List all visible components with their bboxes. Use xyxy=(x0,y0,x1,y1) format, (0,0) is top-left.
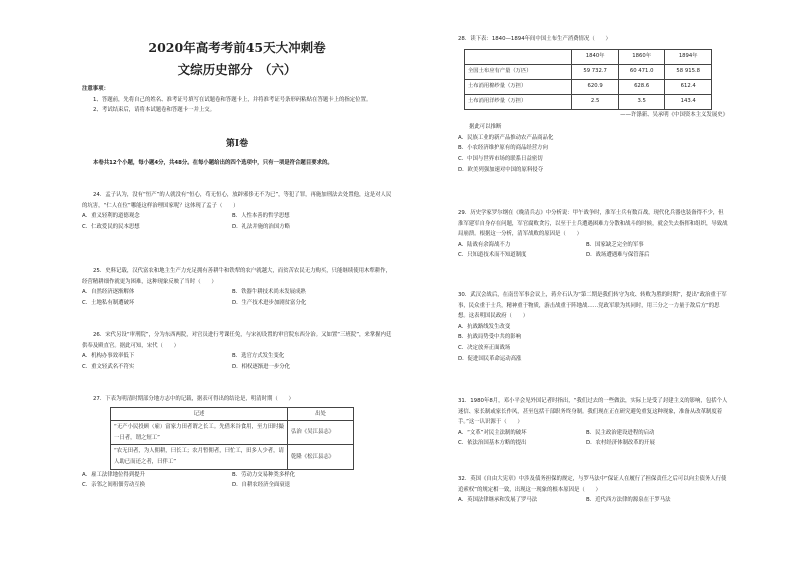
table-cell: 60 471.0 xyxy=(618,64,665,79)
table-cell-source: 弘治《吴江县志》 xyxy=(288,421,354,445)
table-row xyxy=(465,79,712,94)
question-32 xyxy=(458,474,728,506)
table-header-source: 出处 xyxy=(288,407,354,421)
question-stem: 27．下表为明清时期部分地方志中的记载，据表可得出的结论是，明清时期（ ） xyxy=(93,396,294,402)
option-c[interactable]: C．亲邻之间租佃劳动互换 xyxy=(82,482,146,489)
table-header xyxy=(465,49,572,64)
option-b[interactable]: B．近代西方法律的源泉在于罗马法 xyxy=(586,497,671,504)
question-28 xyxy=(458,34,728,175)
table-cell: 3.5 xyxy=(618,94,665,109)
table-cell: 土布消用棉纱量（万担） xyxy=(465,79,572,94)
notes-heading: 注意事项： xyxy=(82,86,109,92)
table-row xyxy=(111,421,354,445)
option-c[interactable]: C．只知道技术而不知道制度 xyxy=(458,252,527,259)
option-b[interactable]: B．抗战局势受中共的影响 xyxy=(458,334,521,341)
option-a[interactable]: A．自然经济逐渐解体 xyxy=(82,289,135,296)
option-c[interactable]: C．依法治国基本方略的提出 xyxy=(458,440,527,447)
table-row xyxy=(465,64,712,79)
option-c[interactable]: C．土地私有制遭破坏 xyxy=(82,299,135,306)
option-a[interactable]: A．“文革”对民主法制的破坏 xyxy=(458,429,527,436)
question-27 xyxy=(82,394,392,491)
table-cell: 2.5 xyxy=(572,94,619,109)
question-stem: 30．武汉会战后，在南岳军事会议上，蒋介石认为“第二期是我们转守为攻、转败为胜的时期”，提出“政治重于军事，民众重于士兵，精神重于物质，游击战重于阵地战……党政军联为其同时，用三分之一力量于敌后方”的思想。这表明国民政府（ ） xyxy=(458,292,727,320)
table-source: ——许涤新、吴承明《中国资本主义发展史》 xyxy=(620,111,728,118)
option-a[interactable]: A．抗战路线发生改变 xyxy=(458,323,511,330)
question-29 xyxy=(458,208,728,261)
option-d[interactable]: D．礼法并施的治国方略 xyxy=(232,223,291,230)
table-row xyxy=(465,94,712,109)
option-b[interactable]: B．选官方式发生变化 xyxy=(232,353,285,360)
option-d[interactable]: D．促进国民革命运动高涨 xyxy=(458,355,522,362)
question-stem: 31．1980年8月，邓小平会见外国记者时指出，“我们过去的一些做法，实际上是受了封建主义的影响，包括个人迷信、家长制或家长作风，甚至包括干部职务终身制。我们现在正在研究避免重复这种现象，准备从改革制度着手。”这一认识源于（ ） xyxy=(458,398,728,426)
notes-item-2: 2、考试结束后，请将本试题卷和答题卡一并上交。 xyxy=(93,107,216,114)
option-b[interactable]: B．劳动力交易种类多样化 xyxy=(232,471,295,478)
option-a[interactable]: A．雇工法律地位得到提升 xyxy=(82,471,145,478)
option-d[interactable]: D．战场遭遇难与保管落后 xyxy=(586,252,650,259)
table-header: 1860年 xyxy=(618,49,665,64)
option-b[interactable]: B．小农经济维护原有的商品经营方向 xyxy=(458,145,548,152)
question-stem: 24．孟子认为，没有“恒产”的人就没有“恒心，苟无恒心，放辟邪侈无不为已”，等犯了罪，再施加刑法去处置他，这是对人民的坑害，“仁人在位”哪能这样治理国家呢？这体现了孟子（ ） xyxy=(82,192,392,209)
option-d[interactable]: D．农村经济体制改革的开展 xyxy=(586,440,655,447)
question-stem: 25．史料记载，汉代富农和地主生产力充足拥有善耕牛和铁犁的农户就越大，而贫苦农民无力购买，只能继续使用木犁耕作，经营精耕细作就更为困难，这种现象反映了当时（ ） xyxy=(82,268,391,285)
option-c[interactable]: C．决定放弃正面战场 xyxy=(458,344,511,351)
table-cell-source: 乾隆《松江县志》 xyxy=(288,445,354,469)
option-a[interactable]: A．民族工业的新产品推动农产品商品化 xyxy=(458,134,554,141)
exam-subtitle: 文综历史部分 （六） xyxy=(177,62,297,77)
q27-table xyxy=(110,407,354,470)
option-d[interactable]: D．相权逐渐进一步分化 xyxy=(232,363,291,370)
table-header: 1894年 xyxy=(665,49,712,64)
table-header-record: 记述 xyxy=(111,407,288,421)
option-d[interactable]: D．生产技术进步加剧贫富分化 xyxy=(232,299,307,306)
option-a[interactable]: A．重义轻利的道德观念 xyxy=(82,213,140,220)
table-cell: 59 732.7 xyxy=(572,64,619,79)
option-b[interactable]: B．国家缺乏完全的军事 xyxy=(586,241,644,248)
option-c[interactable]: C．仁政爱民的民本思想 xyxy=(82,223,140,230)
option-d[interactable]: D．欧美列强加速对中国的原料侵夺 xyxy=(458,166,544,173)
option-b[interactable]: B．人性本善的哲学思想 xyxy=(232,213,290,220)
question-stem: 26．宋代另设“审刑院”，分为东西两院，对官员进行考课任免，与宋初设置的审官院东西分治。又如置“三班院”，来掌握内廷供奉及殿直官。据此可知，宋代（ ） xyxy=(82,332,392,349)
question-30 xyxy=(458,290,728,364)
question-stem: 29．历史学家罗尔纲在《晚清兵志》中分析说：甲午战争时，淮军士兵有数百战，现代化兵器也装备得不少，但淮军建军自身存在问题，军官腐败贪污，以至于士兵遭遇困难力分散和战斗的时候，就会失去指挥和组织，导致战局崩溃。根据这一分析，清军战败的原因是（ ） xyxy=(458,210,728,238)
table-cell: 620.9 xyxy=(572,79,619,94)
table-cell: 全国土布应有产量（万匹） xyxy=(465,64,572,79)
option-b[interactable]: B．铁器牛耕技术尚未发展成熟 xyxy=(232,289,306,296)
table-cell: 土布消用洋纱量（万担） xyxy=(465,94,572,109)
question-stem: 28．读下表：1840—1894年间中国土布生产消费情况（ ） xyxy=(458,36,611,42)
option-c[interactable]: C．中国与世界市场的联系日益密切 xyxy=(458,155,543,162)
table-row xyxy=(111,445,354,469)
table-cell: 628.6 xyxy=(618,79,665,94)
question-24 xyxy=(82,190,392,232)
section-intro: 本卷共12个小题，每小题4分，共48分。在每小题给出的四个选项中，只有一项是符合题目要求的。 xyxy=(93,160,333,166)
table-cell-record: “无产小民投顾（雇）富家力田者谓之长工。先借米谷食用，至力田时撮一日者，谓之短工” xyxy=(111,421,288,445)
table-cell: 143.4 xyxy=(665,94,712,109)
question-26 xyxy=(82,330,392,372)
question-lead: 据此可以推断 xyxy=(469,124,502,131)
option-a[interactable]: A．机构办事效率低下 xyxy=(82,353,135,360)
table-cell: 612.4 xyxy=(665,79,712,94)
option-a[interactable]: A．陆战有余海战不力 xyxy=(458,241,511,248)
q28-table xyxy=(464,49,712,110)
notes-section xyxy=(82,84,392,116)
option-c[interactable]: C．重文轻武名不符实 xyxy=(82,363,135,370)
table-cell: 58 915.8 xyxy=(665,64,712,79)
table-cell-record: “农无田者，为人佣耕，曰长工；农月暂佣者，曰忙工，田多人少者，请人助已而还之者，曰伴工” xyxy=(111,445,288,469)
table-header: 1840年 xyxy=(572,49,619,64)
exam-title: 2020年高考考前45天大冲刺卷 xyxy=(148,40,326,55)
option-d[interactable]: D．自耕农经济全面衰退 xyxy=(232,482,291,489)
notes-item-1: 1、答题前，先将自己的姓名、准考证号填写在试题卷和答题卡上，并将准考证号条形码粘贴在答题卡上的指定位置。 xyxy=(93,96,372,103)
section-title: 第Ⅰ卷 xyxy=(225,139,249,149)
question-stem: 32．英国《自由大宪章》中涉及债务担保的规定，与罗马法中“保证人在履行了担保责任之后可以向主债务人行使追索权”的规定相一致，出现这一现象的根本原因是（ ） xyxy=(458,476,727,493)
question-25 xyxy=(82,266,392,308)
option-b[interactable]: B．民主政治建设进程的启动 xyxy=(586,429,655,436)
option-a[interactable]: A．英国法律继承和发展了罗马法 xyxy=(458,497,538,504)
question-31 xyxy=(458,396,728,449)
